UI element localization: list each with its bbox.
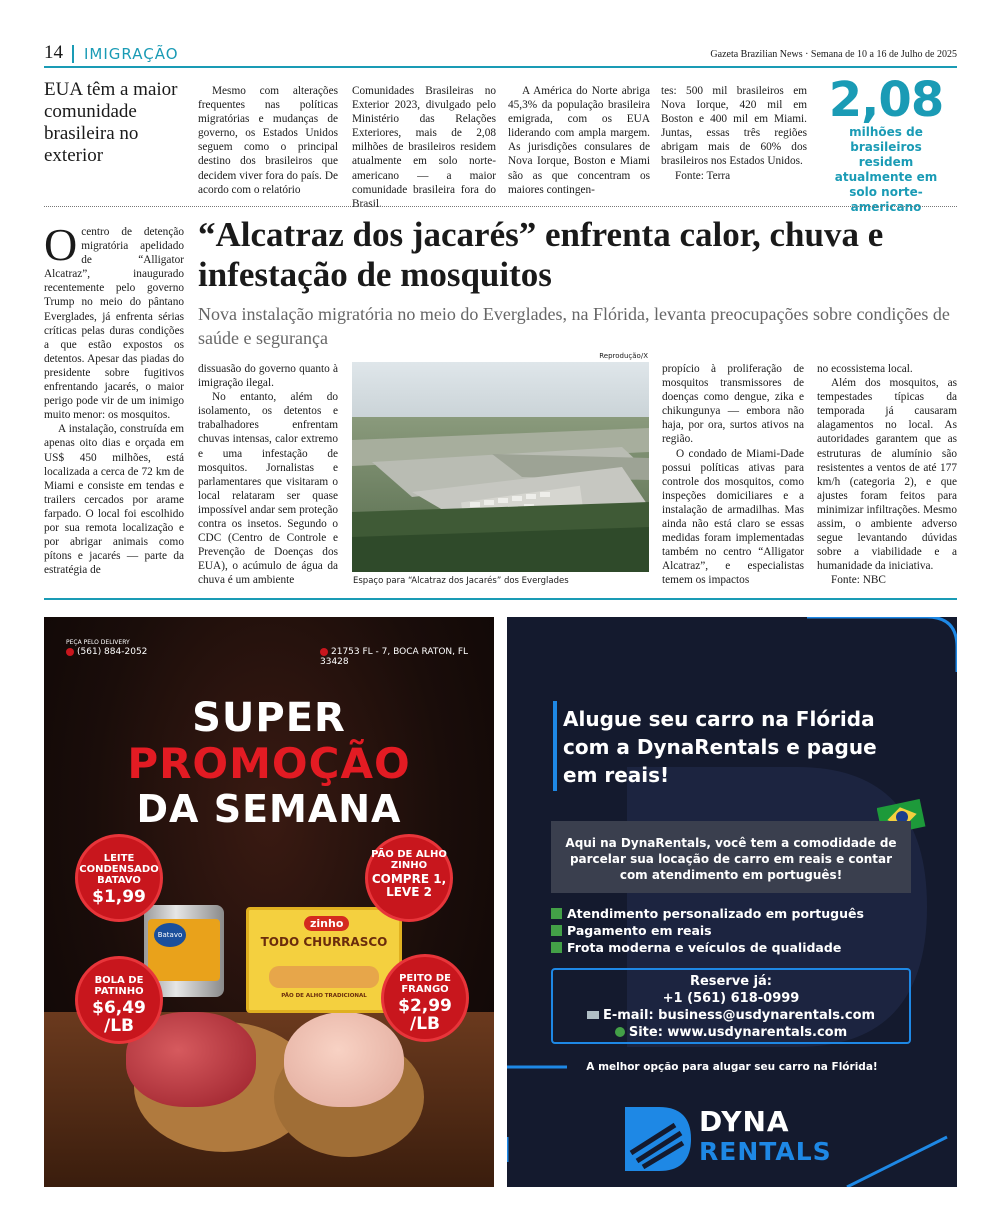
box-title: EUA têm a maior comunidade brasileira no exterior (44, 79, 178, 166)
can-brand: Batavo (154, 923, 186, 947)
article-subhead: Nova instalação migratória no meio do Everglades, na Flórida, levanta preocupações sobre condições de saúde e segurança (198, 304, 950, 348)
section-divider (72, 45, 74, 63)
article-paragraph: propício à proliferação de mosquitos transmissores de doenças como dengue, zika e chikungunya — embora não haja, por ora, surtos ativos na região. (662, 363, 804, 446)
box-source: Fonte: Terra (675, 169, 731, 182)
headline-accent-bar (553, 701, 557, 791)
box-column-3 (508, 84, 650, 197)
badge-label: PEITO DE FRANGO (399, 973, 451, 995)
badge-label: LEITE CONDENSADO BATAVO (79, 853, 159, 886)
price-badge (384, 957, 466, 1039)
promo-line-3: DA SEMANA (136, 787, 402, 831)
everglades-aerial-photo (352, 362, 649, 572)
email-row (553, 1007, 909, 1024)
dyna-logo-icon (623, 1105, 693, 1173)
article-column-1 (44, 219, 184, 577)
rental-site[interactable]: Site: www.usdynarentals.com (628, 1025, 848, 1040)
rental-intro: Aqui na DynaRentals, você tem a comodidade de parcelar sua locação de carro em reais e contar com atendimento em português! (565, 836, 897, 882)
badge-label: PÃO DE ALHO ZINHO (371, 849, 447, 871)
header-rule (44, 66, 957, 68)
price-badge (368, 837, 450, 919)
box-column-1 (198, 84, 338, 197)
badge-label: BOLA DE PATINHO (94, 975, 144, 997)
article-paragraph: O condado de Miami-Dade possui políticas ativas para controle dos mosquitos, como inspeções domiciliares e a instalação de armadilhas. Mas ainda não está claro se essas medidas foram implementadas também no centro “Alligator Alcatraz”, e especialistas temem os impactos (662, 447, 804, 587)
page-number: 14 (44, 42, 63, 63)
masthead: Gazeta Brazilian News · Semana de 10 a 16 de Julho de 2025 (710, 49, 957, 60)
promo-line-1: SUPER (192, 695, 346, 741)
rental-phone[interactable]: +1 (561) 618-0999 (662, 991, 800, 1006)
checkmark-icon (551, 942, 562, 953)
benefit-item (551, 922, 864, 939)
pack-brand: zinho (304, 916, 349, 931)
article-paragraph: No entanto, além do isolamento, os detentos e trabalhadores enfrentam chuvas intensas, calor extremo e uma infestação de mosquitos. Jornalistas e parlamentares que visitaram o local relataram ser quase impossível andar sem proteção contra os insetos. Segundo o CDC (Centro de Controle e Prevenção de Doenças dos EUA), o acúmulo de água da chuva é um ambiente (198, 391, 338, 587)
box-paragraph: tes: 500 mil brasileiros em Nova Iorque, 420 mil em Boston e 400 mil em Miami. Juntas, essas três regiões abrigam mais de 60% dos brasileiros nos Estados Unidos. (661, 85, 807, 168)
benefit-list (551, 905, 864, 956)
benefit-item (551, 939, 864, 956)
box-column-4 (661, 84, 807, 183)
dotted-divider (44, 206, 957, 207)
garlic-bread-pack (246, 907, 402, 1013)
stat-number: 2,08 (828, 72, 944, 128)
globe-icon (615, 1027, 625, 1037)
intro-box (551, 821, 911, 893)
market-address: 21753 FL - 7, BOCA RATON, FL 33428 (320, 647, 469, 667)
article-paragraph: no ecossistema local. (817, 363, 913, 375)
article-source: Fonte: NBC (831, 574, 886, 587)
site-row (553, 1024, 909, 1041)
article-paragraph: dissuasão do governo quanto à imigração ilegal. (198, 363, 338, 390)
photo-caption: Espaço para “Alcatraz dos Jacarés” dos Everglades (353, 576, 569, 586)
section-label: IMIGRAÇÃO (84, 45, 179, 63)
benefit-text: Atendimento personalizado em português (567, 906, 864, 921)
article-paragraph: centro de detenção migratória apelidado de “Alligator Alcatraz”, inaugurado recentemente pelo governo Trump no meio do pântano Everglades, já enfrenta sérias críticas pelas duras condições a que estão expostos os detentos. Apesar das piadas do presidente sobre fugitivos enfrentando jacarés, o maior perigo pode vir de um inimigo muito menor: os mosquitos. (44, 226, 184, 422)
benefit-item (551, 905, 864, 922)
article-paragraph: Além dos mosquitos, as tempestades típicas da temporada já causaram alagamentos no local. As autoridades garantem que as estruturas de alumínio são resistentes a ventos de até 177 km/h (categoria 2), e que ajustes foram feitos para minimizar infiltrações. Mesmo assim, o ambiente adverso segue levantando dúvidas sobre a viabilidade e a humanidade da iniciativa. (817, 377, 957, 573)
box-column-2 (352, 84, 496, 211)
car-rental-ad[interactable] (507, 617, 957, 1187)
badge-price: COMPRE 1, LEVE 2 (371, 872, 447, 899)
checkmark-icon (551, 925, 562, 936)
delivery-label: PEÇA PELO DELIVERY (66, 639, 130, 646)
price-badge (78, 837, 160, 919)
benefit-text: Pagamento em reais (567, 923, 712, 938)
price-badge (78, 959, 160, 1041)
checkmark-icon (551, 908, 562, 919)
rental-email[interactable]: E-mail: business@usdynarentals.com (602, 1008, 876, 1023)
article-column-3 (662, 362, 804, 588)
article-column-2 (198, 362, 338, 588)
box-paragraph: Mesmo com alterações frequentes nas políticas migratórias e mudanças de governo, os Estados Unidos seguem como o principal destino dos brasileiros que decidem viver fora do país. De acordo com o relatório (198, 85, 338, 196)
benefit-text: Frota moderna e veículos de qualidade (567, 940, 842, 955)
market-ad[interactable] (44, 617, 494, 1187)
photo-credit: Reprodução/X (599, 352, 648, 360)
phone-icon (66, 648, 74, 656)
drop-cap: O (44, 219, 78, 270)
location-pin-icon (320, 648, 328, 656)
rental-headline: Alugue seu carro na Flórida com a DynaRentals e pague em reais! (563, 707, 877, 787)
badge-price: $6,49 /LB (92, 998, 146, 1036)
pack-subtitle: PÃO DE ALHO TRADICIONAL (281, 993, 367, 999)
rental-tagline: A melhor opção para alugar seu carro na Flórida! (586, 1061, 878, 1073)
logo-word-bottom: RENTALS (699, 1137, 832, 1166)
logo-word-top: DYNA (699, 1105, 790, 1138)
badge-price: $2,99 /LB (398, 996, 452, 1034)
market-phone-row (66, 647, 147, 657)
article-paragraph: A instalação, construída em apenas oito dias e orçada em US$ 450 milhões, está localizada a cerca de 72 km de Miami e consiste em tendas e trailers cercados por arame farpado. O local foi escolhido por sua remota localização e por abrigar animais como pítons e jacarés — parte da estratégia de (44, 423, 184, 577)
contact-box (551, 968, 911, 1044)
article-bottom-rule (44, 598, 957, 600)
pack-title: TODO CHURRASCO (260, 935, 388, 949)
bread-rolls (269, 966, 379, 988)
market-address-row (320, 647, 494, 667)
article-headline: “Alcatraz dos jacarés” enfrenta calor, chuva e infestação de mosquitos (198, 215, 884, 294)
badge-price: $1,99 (92, 887, 146, 907)
promo-line-2: PROMOÇÃO (127, 739, 411, 788)
reserve-label: Reserve já: (689, 974, 773, 989)
box-paragraph: A América do Norte abriga 45,3% da população brasileira emigrada, com os EUA liderando com ampla margem. As jurisdições consulares de Nova Iorque, Boston e Miami são as que concentram os maiores contingen- (508, 85, 650, 196)
market-phone: (561) 884-2052 (77, 647, 148, 657)
box-paragraph: Comunidades Brasileiras no Exterior 2023, divulgado pelo Ministério das Relações Exteriores, mais de 2,08 milhões de brasileiros residem atualmente em solo norte-americano — a maior comunidade brasileira fora do Brasil. (352, 85, 496, 210)
envelope-icon (587, 1011, 599, 1019)
stat-text: milhões de brasileiros residem atualmente em solo norte-americano (834, 125, 938, 214)
article-column-4 (817, 362, 957, 588)
ad-background-shapes (507, 617, 957, 1187)
article-photo (352, 362, 649, 572)
